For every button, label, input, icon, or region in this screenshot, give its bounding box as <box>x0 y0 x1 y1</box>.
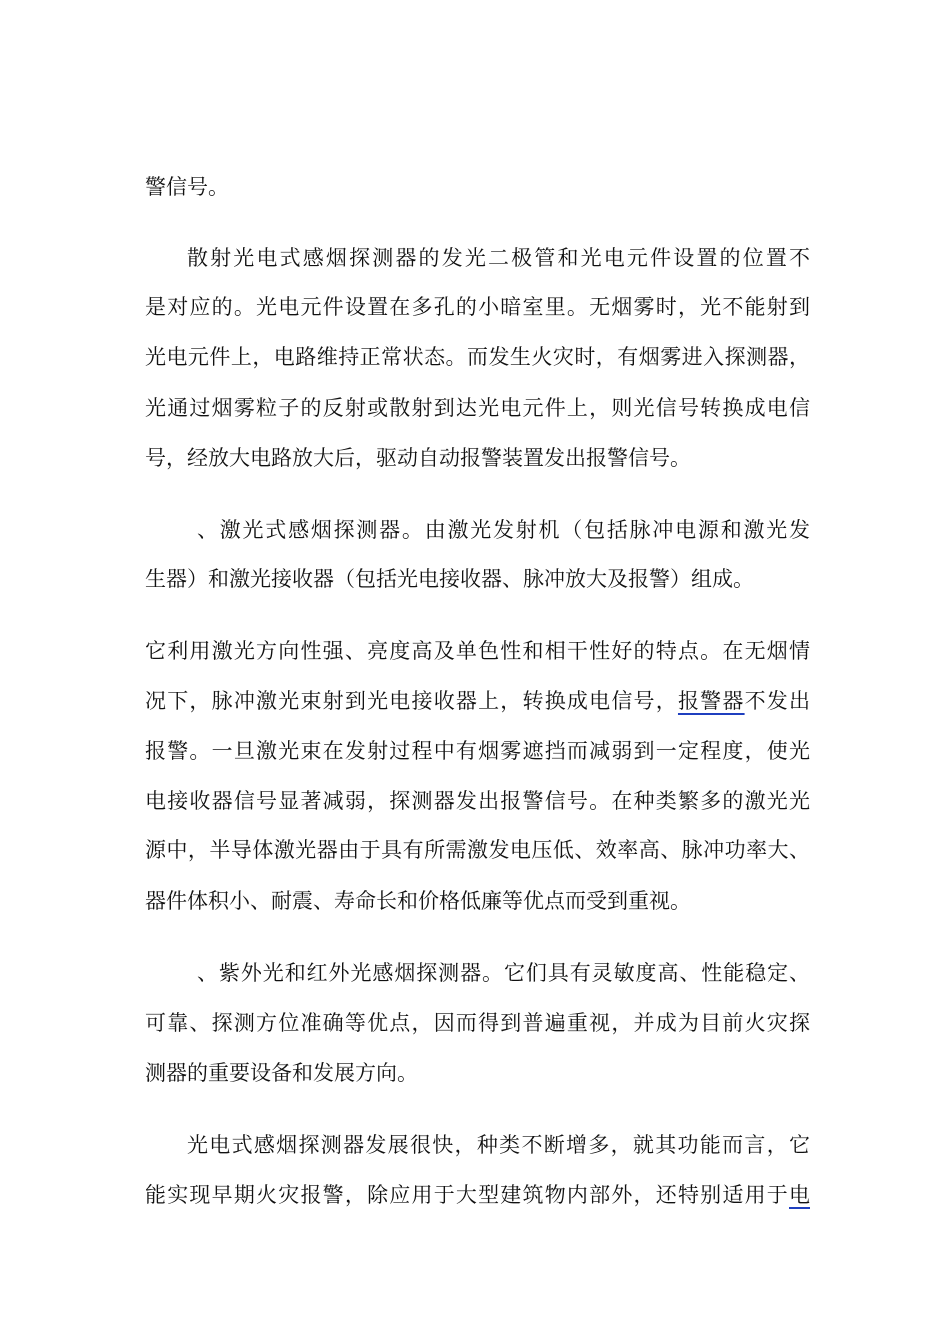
text-line: 警信号。 <box>145 175 229 199</box>
text-line: 生器）和激光接收器（包括光电接收器、脉冲放大及报警）组成。 <box>145 567 754 591</box>
text-segment: 况下，脉冲激光束射到光电接收器上，转换成电信号， <box>145 689 678 713</box>
text-line: 电接收器信号显著减弱，探测器发出报警信号。在种类繁多的激光光 <box>145 789 810 813</box>
alarm-link[interactable]: 报警器 <box>677 689 745 713</box>
text-line: 可靠、探测方位准确等优点，因而得到普遍重视，并成为目前火灾探 <box>145 1011 810 1035</box>
text-line: 器件体积小、耐震、寿命长和价格低廉等优点而受到重视。 <box>145 889 691 913</box>
text-line: 光电元件上，电路维持正常状态。而发生火灾时，有烟雾进入探测器， <box>145 345 810 369</box>
text-line: 它利用激光方向性强、亮度高及单色性和相干性好的特点。在无烟情 <box>145 639 810 663</box>
text-line: 、激光式感烟探测器。由激光发射机（包括脉冲电源和激光发 <box>197 518 810 542</box>
text-line: 报警。一旦激光束在发射过程中有烟雾遮挡而减弱到一定程度，使光 <box>145 739 810 763</box>
text-segment: 能实现早期火灾报警，除应用于大型建筑物内部外，还特别适用于 <box>145 1183 789 1207</box>
electric-link[interactable]: 电 <box>789 1183 810 1207</box>
text-line: 是对应的。光电元件设置在多孔的小暗室里。无烟雾时，光不能射到 <box>145 295 810 319</box>
text-line: 、紫外光和红外光感烟探测器。它们具有灵敏度高、性能稳定、 <box>197 961 810 985</box>
text-line: 光电式感烟探测器发展很快，种类不断增多，就其功能而言，它 <box>187 1133 810 1157</box>
text-line: 测器的重要设备和发展方向。 <box>145 1061 418 1085</box>
text-line: 散射光电式感烟探测器的发光二极管和光电元件设置的位置不 <box>187 246 810 270</box>
text-segment: 不发出 <box>744 689 811 713</box>
text-line <box>145 1180 810 1210</box>
text-line: 光通过烟雾粒子的反射或散射到达光电元件上，则光信号转换成电信 <box>145 396 810 420</box>
text-line: 号，经放大电路放大后，驱动自动报警装置发出报警信号。 <box>145 446 691 470</box>
text-line: 源中，半导体激光器由于具有所需激发电压低、效率高、脉冲功率大、 <box>145 838 810 862</box>
text-line <box>145 686 810 716</box>
